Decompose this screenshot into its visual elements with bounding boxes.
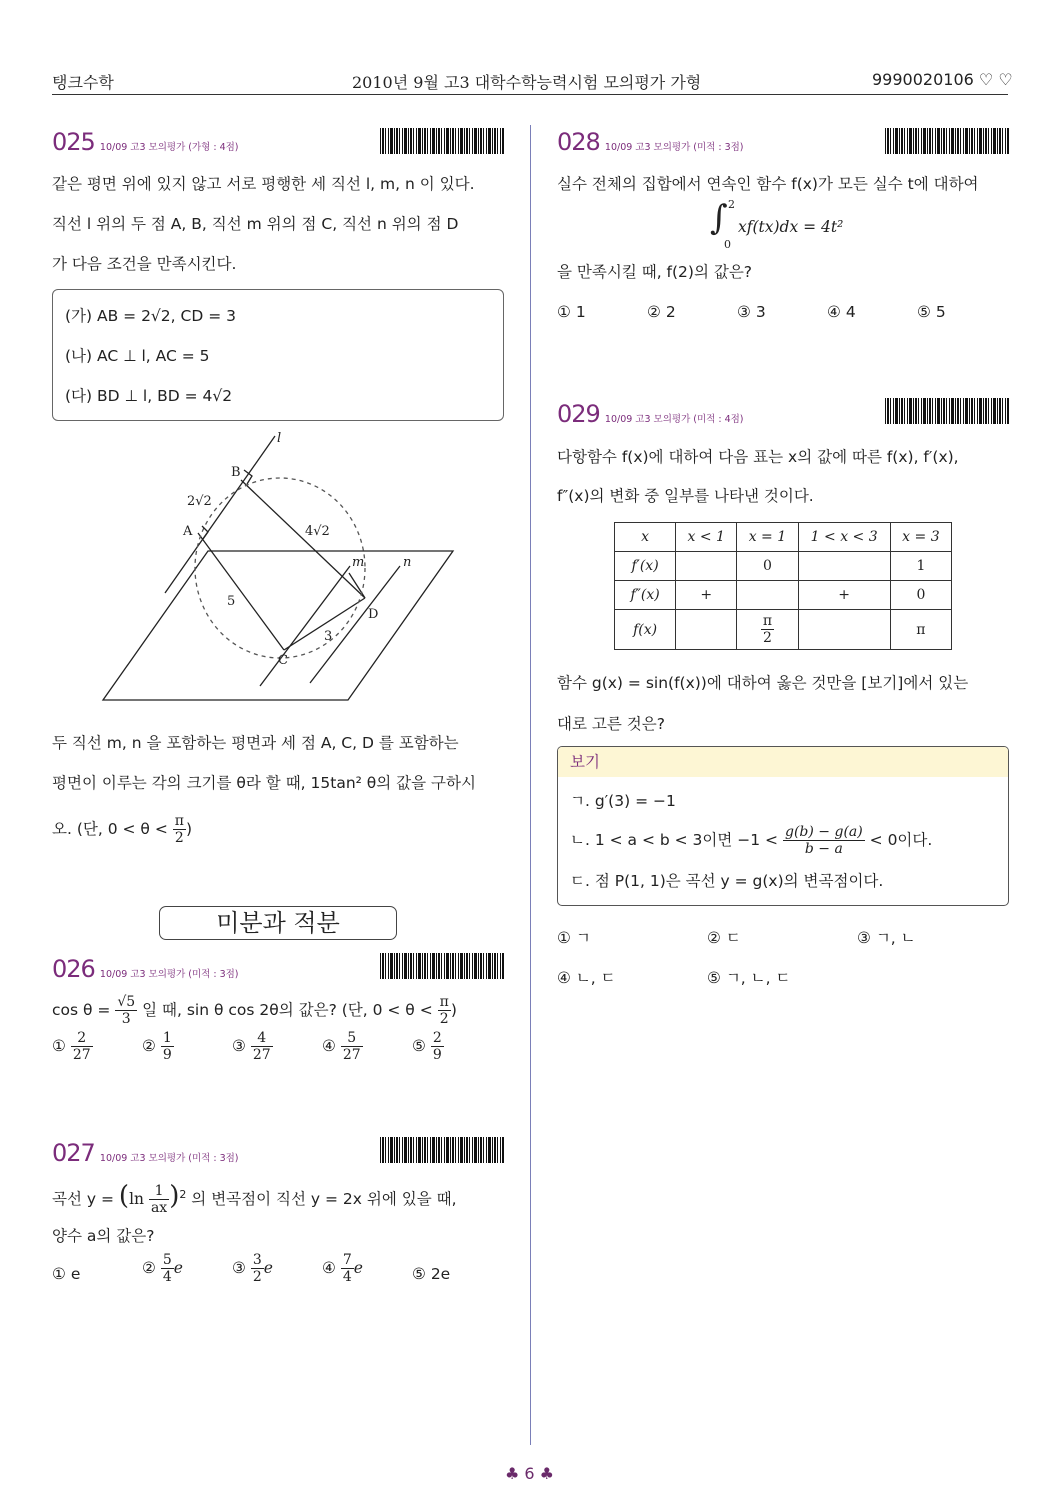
problem-text: 을 만족시킬 때, f(2)의 값은? [557, 263, 753, 281]
table-cell: f″(x) [615, 581, 676, 610]
fraction [341, 1030, 363, 1063]
table-cell: + [676, 581, 737, 610]
numerator: π [174, 813, 184, 829]
integrand: xf(tx)dx = 4t² [738, 218, 844, 236]
label-m: m [352, 555, 365, 570]
problem-source: 10/09 고3 모의평가 (미적 : 3점) [99, 969, 239, 980]
denominator: 4 [162, 1269, 172, 1285]
problem-text [52, 806, 192, 852]
text-part: 오. (단, 0 < θ < [52, 820, 168, 838]
exponent: 2 [179, 1188, 187, 1201]
integral-equation [710, 198, 880, 250]
option-4[interactable]: ④ ㄴ, ㄷ [557, 969, 616, 987]
numerator: π [439, 994, 449, 1010]
option-1[interactable]: ① 1 [557, 303, 586, 321]
fraction [783, 824, 865, 857]
problem-025-head [52, 128, 239, 156]
geometry-figure [100, 428, 460, 708]
variation-table [614, 522, 952, 650]
option-2[interactable]: ② 2 [647, 303, 676, 321]
table-header [615, 523, 952, 552]
fraction [161, 1252, 174, 1285]
plane [103, 551, 453, 700]
problem-text: 함수 g(x) = sin(f(x))에 대하여 옳은 것만을 [보기]에서 있는 [557, 674, 969, 692]
label-bd: 4√2 [305, 524, 330, 539]
denominator: b − a [804, 841, 843, 857]
fraction [431, 1030, 444, 1063]
numerator: 5 [341, 1030, 363, 1047]
fraction [251, 1030, 273, 1063]
fraction [71, 1030, 93, 1063]
denominator: ax [150, 1200, 168, 1217]
bogi-box [557, 746, 1009, 906]
option-mark: ② [142, 1037, 156, 1055]
options-029 [557, 926, 1007, 986]
table-cell: f(x) [615, 610, 676, 650]
integral-sign: ∫ [710, 198, 728, 238]
label-n: n [403, 555, 412, 570]
problem-number: 026 [52, 955, 95, 983]
problem-028-head [557, 128, 744, 156]
numerator: 2 [432, 1030, 442, 1046]
denominator: 2 [174, 830, 184, 846]
text-part: 의 변곡점이 직선 y = 2x 위에 있을 때, [191, 1190, 457, 1209]
option-5[interactable]: ⑤ 2e [412, 1265, 451, 1283]
option-mark: ③ [232, 1259, 246, 1277]
table-cell: + [798, 581, 890, 610]
numerator: 3 [252, 1252, 262, 1268]
label-A: A [183, 524, 193, 539]
e: e [263, 1259, 273, 1277]
table-cell [676, 610, 737, 650]
bogi-item-2 [570, 817, 932, 863]
bogi-title: 보기 [558, 747, 1008, 777]
option-2[interactable] [142, 1030, 232, 1063]
denominator: 27 [252, 1047, 271, 1063]
option-4[interactable] [322, 1030, 412, 1063]
denominator: 3 [121, 1011, 131, 1027]
problem-text: 평면이 이루는 각의 크기를 θ라 할 때, 15tan² θ의 값을 구하시 [52, 774, 476, 792]
e: e [173, 1259, 183, 1277]
label-cd: 3 [324, 629, 333, 644]
numerator: 2 [71, 1030, 93, 1047]
fraction [149, 1183, 169, 1216]
numerator: 4 [251, 1030, 273, 1047]
numerator: g(b) − g(a) [785, 824, 863, 840]
option-mark: ③ [232, 1037, 246, 1055]
option-mark: ① [52, 1037, 66, 1055]
table-cell [737, 610, 798, 650]
label-ab: 2√2 [187, 494, 212, 509]
bogi-item-1: ㄱ. g′(3) = −1 [570, 792, 676, 810]
denominator: 9 [162, 1047, 172, 1063]
problem-text: 대로 고른 것은? [557, 715, 665, 733]
option-5[interactable]: ⑤ ㄱ, ㄴ, ㄷ [707, 969, 791, 987]
fraction [761, 613, 774, 646]
problem-027-head [52, 1139, 239, 1167]
label-l: l [277, 431, 282, 446]
option-2[interactable]: ② ㄷ [707, 929, 741, 947]
text-part: 일 때, sin θ cos 2θ의 값은? (단, 0 < θ < [142, 1001, 433, 1019]
problem-text: f″(x)의 변화 중 일부를 나타낸 것이다. [557, 487, 814, 505]
text-part: ㄴ. 1 < a < b < 3이면 −1 < [570, 831, 779, 849]
header-rule [52, 94, 1008, 95]
condition-2: (나) AC ⊥ l, AC = 5 [65, 347, 210, 365]
label-C: C [278, 653, 288, 668]
problem-source: 10/09 고3 모의평가 (가형 : 4점) [99, 142, 239, 153]
page-footer: ♣ 6 ♣ [504, 1464, 555, 1483]
denominator: 2 [762, 630, 772, 646]
table-row [615, 610, 952, 650]
problem-text [52, 988, 457, 1032]
option-5[interactable] [412, 1030, 502, 1063]
condition-1: (가) AB = 2√2, CD = 3 [65, 307, 236, 325]
option-1[interactable]: ① e [52, 1265, 81, 1283]
label-D: D [368, 607, 379, 622]
table-row [615, 552, 952, 581]
upper-limit: 2 [728, 198, 735, 211]
problem-text: 가 다음 조건을 만족시킨다. [52, 255, 237, 273]
option-5[interactable]: ⑤ 5 [917, 303, 946, 321]
problem-number: 028 [557, 128, 600, 156]
numerator: 7 [342, 1252, 352, 1268]
option-mark: ⑤ [412, 1037, 426, 1055]
fraction [438, 994, 451, 1027]
text-part: cos θ = [52, 1001, 111, 1019]
header-right: 9990020106 ♡ ♡ [872, 70, 1013, 89]
denominator: 9 [432, 1047, 442, 1063]
text-part: 곡선 y = [52, 1190, 114, 1209]
option-3[interactable]: ③ ㄱ, ㄴ [857, 929, 916, 947]
barcode-icon [885, 398, 1009, 424]
barcode-icon [380, 1137, 504, 1163]
numerator: 1 [149, 1183, 169, 1200]
problem-text [52, 1172, 457, 1222]
numerator: √5 [117, 994, 136, 1010]
table-cell [798, 610, 890, 650]
label-B: B [231, 465, 241, 480]
table-cell [798, 552, 890, 581]
denominator: 2 [252, 1269, 262, 1285]
line-l [165, 436, 275, 593]
problem-source: 10/09 고3 모의평가 (미적 : 4점) [604, 414, 744, 425]
option-mark: ② [142, 1259, 156, 1277]
right-angle-b [244, 470, 252, 484]
fraction [251, 1252, 264, 1285]
problem-text: 직선 l 위의 두 점 A, B, 직선 m 위의 점 C, 직선 n 위의 점 D [52, 215, 459, 233]
barcode-icon [380, 953, 504, 979]
denominator: 4 [342, 1269, 352, 1285]
option-3[interactable] [232, 1252, 273, 1285]
paren-close: ) [169, 1181, 180, 1212]
header-left: 탱크수학 [52, 73, 114, 92]
option-1[interactable]: ① ㄱ [557, 929, 591, 947]
option-mark: ④ [322, 1259, 336, 1277]
option-4[interactable]: ④ 4 [827, 303, 856, 321]
table-cell: x [615, 523, 676, 552]
text-part: < 0이다. [869, 831, 933, 849]
option-1[interactable] [52, 1030, 142, 1063]
table-cell: x < 1 [676, 523, 737, 552]
table-cell: 1 < x < 3 [798, 523, 890, 552]
paren-open: ( [118, 1181, 130, 1212]
table-cell: 0 [890, 581, 951, 610]
table-cell: x = 1 [737, 523, 798, 552]
table-cell: 0 [737, 552, 798, 581]
numerator: π [762, 613, 773, 629]
problem-029-head [557, 400, 744, 428]
problem-number: 027 [52, 1139, 95, 1167]
denominator: 27 [342, 1047, 361, 1063]
option-3[interactable]: ③ 3 [737, 303, 766, 321]
table-cell [737, 581, 798, 610]
barcode-icon [380, 128, 504, 154]
lower-limit: 0 [724, 238, 731, 251]
table-cell: 1 [890, 552, 951, 581]
ln: ln [129, 1190, 145, 1209]
condition-3: (다) BD ⊥ l, BD = 4√2 [65, 387, 233, 405]
text-part: ) [185, 820, 193, 838]
problem-text: 두 직선 m, n 을 포함하는 평면과 세 점 A, C, D 를 포함하는 [52, 734, 459, 752]
table-cell: x = 3 [890, 523, 951, 552]
barcode-icon [885, 128, 1009, 154]
dashed-sphere [195, 478, 365, 658]
problem-number: 025 [52, 128, 95, 156]
option-mark: ④ [322, 1037, 336, 1055]
text-part: ) [450, 1001, 457, 1019]
problem-source: 10/09 고3 모의평가 (미적 : 3점) [604, 142, 744, 153]
problem-number: 029 [557, 400, 600, 428]
option-3[interactable] [232, 1030, 322, 1063]
option-4[interactable] [322, 1252, 363, 1285]
denominator: 2 [439, 1011, 449, 1027]
table-cell [676, 552, 737, 581]
denominator: 27 [72, 1047, 91, 1063]
condition-box [52, 289, 504, 421]
table-row [615, 581, 952, 610]
table-cell: f′(x) [615, 552, 676, 581]
problem-026-head [52, 955, 239, 983]
problem-text: 양수 a의 값은? [52, 1227, 155, 1245]
label-ac: 5 [227, 594, 236, 609]
e: e [353, 1259, 363, 1277]
fraction [341, 1252, 354, 1285]
problem-text: 다항함수 f(x)에 대하여 다음 표는 x의 값에 따른 f(x), f′(x), [557, 448, 959, 466]
problem-text: 같은 평면 위에 있지 않고 서로 평행한 세 직선 l, m, n 이 있다. [52, 175, 475, 193]
fraction [161, 1030, 174, 1063]
column-divider [530, 125, 531, 1445]
numerator: 1 [162, 1030, 172, 1046]
header-center: 2010년 9월 고3 대학수학능력시험 모의평가 가형 [352, 73, 702, 92]
bogi-item-3: ㄷ. 점 P(1, 1)은 곡선 y = g(x)의 변곡점이다. [570, 872, 884, 890]
line-m [260, 566, 350, 686]
fraction [173, 813, 186, 846]
option-2[interactable] [142, 1252, 183, 1285]
options-028 [557, 303, 1007, 325]
problem-text: 실수 전체의 집합에서 연속인 함수 f(x)가 모든 실수 t에 대하여 [557, 175, 979, 193]
segment-bd [241, 480, 365, 598]
numerator: 5 [162, 1252, 172, 1268]
problem-source: 10/09 고3 모의평가 (미적 : 3점) [99, 1153, 239, 1164]
right-angle-a [202, 526, 208, 539]
section-title: 미분과 적분 [159, 906, 397, 940]
table-cell: π [890, 610, 951, 650]
fraction [115, 994, 137, 1027]
